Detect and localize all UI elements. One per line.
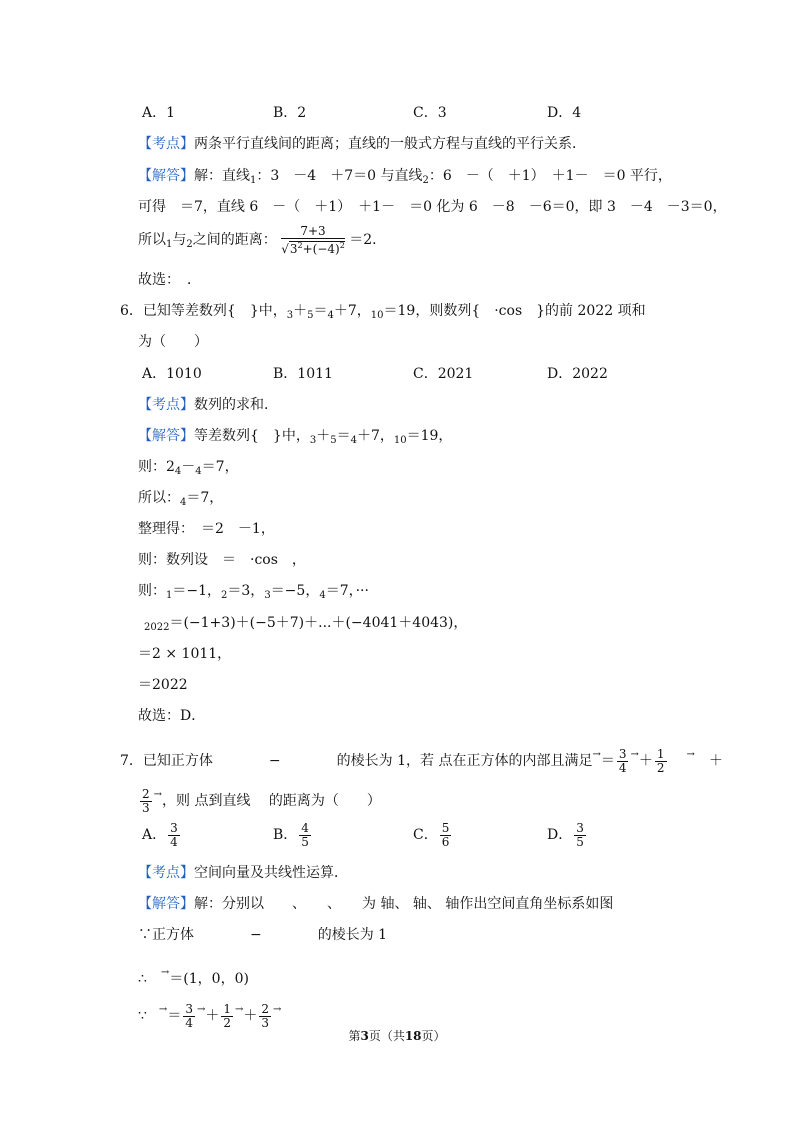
frac-den: 4 (618, 760, 627, 775)
frac-num: 3 (618, 746, 627, 761)
frac-num: 5 (441, 820, 450, 835)
jieda-tag: 【解答】 (138, 428, 194, 444)
q6-s1-e: ＝ (336, 428, 351, 444)
q6-solution-line6 (138, 582, 369, 605)
q6-s2-e: ＝7， (201, 459, 239, 475)
q6-s6-h: 4 (319, 590, 326, 601)
opt-letter: B． (273, 827, 298, 843)
q5-s3-a: 所以 (138, 232, 166, 248)
vector-arrow: → (234, 1004, 244, 1015)
kaodian-text: 两条平行直线间的距离；直线的一般式方程与直线的平行关系． (194, 136, 586, 152)
q6-stem-g: ＋7， (333, 303, 371, 319)
vector-arrow: → (630, 749, 639, 760)
vector-arrow: → (158, 1004, 168, 1015)
q7-solution-line3 (138, 960, 249, 992)
q7-plus: ＋ (708, 753, 723, 769)
q7-s4-a: ∵ (138, 1008, 147, 1024)
q6-s1-a: 等差数列{ }中， (194, 428, 310, 444)
q7-frac-1-2 (655, 748, 667, 775)
q7-solution-line4 (138, 995, 281, 1031)
q6-solution-line1 (138, 427, 452, 450)
q7-s3-a: ∴ (138, 971, 147, 987)
footer-c: 页） (421, 1029, 446, 1043)
frac-num: 4 (301, 820, 309, 835)
q7-s4-frac2 (221, 1003, 233, 1030)
distance-fraction (281, 224, 345, 256)
q6-option-d: D．2022 (547, 366, 608, 382)
frac-num: 1 (223, 1001, 231, 1016)
q5-solution-line3 (138, 222, 386, 263)
footer-a: 第 (348, 1029, 361, 1043)
frac-num: 3 (170, 820, 178, 835)
q6-solution-line7 (144, 614, 467, 637)
q7-stem-line2 (138, 780, 381, 816)
kaodian-tag: 【考点】 (138, 136, 194, 152)
q6-sub-10: 10 (370, 310, 384, 321)
frac-den: 3 (142, 800, 150, 815)
q5-s3-sub2: 2 (186, 239, 193, 250)
q6-sub-4: 4 (327, 310, 334, 321)
q6-s7-b: ＝(−1+3)＋(−5＋7)＋...＋(−4041＋4043)， (169, 615, 468, 631)
q7-eq: ＝ (600, 753, 615, 769)
q5-answer: 故选： ． (138, 272, 201, 288)
q6-kaodian (138, 396, 278, 414)
q5-option-a: A．1 (142, 105, 176, 121)
distance-denominator: $√3^2+(-4)^2$ (281, 241, 345, 256)
q6-sub-5: 5 (307, 310, 314, 321)
vector-arrow: → (160, 967, 170, 978)
q6-s6-a: 则： (138, 583, 166, 599)
opt-frac (440, 822, 452, 849)
q7-stem-line1 (120, 740, 723, 776)
opt-frac (574, 822, 586, 849)
page-number: 3 (360, 1029, 369, 1043)
vector-arrow: → (686, 749, 695, 760)
q7-stem-a: 7．已知正方体 − 的棱长为 1，若 点在正方体的内部且满足 (120, 753, 593, 769)
frac-den: 2 (223, 1015, 231, 1030)
kaodian-tag: 【考点】 (138, 397, 194, 413)
q6-s6-i: ＝7，··· (325, 583, 369, 599)
q6-s1-i: ＝19， (406, 428, 453, 444)
q7-option-a (142, 820, 182, 850)
q7-s4-frac3 (259, 1003, 271, 1030)
q6-s6-f: 3 (264, 590, 271, 601)
q6-solution-line3 (138, 489, 223, 512)
q6-sub-3: 3 (286, 310, 294, 321)
q6-stem-line2: 为（ ） (138, 334, 208, 350)
frac-den: 3 (261, 1015, 270, 1030)
q6-s6-e: ＝3， (227, 583, 265, 599)
q6-s2-a: 则：2 (138, 459, 175, 475)
q5-s3-sub1: 1 (166, 239, 173, 250)
q7-s4-plus: ＋ (243, 1008, 258, 1024)
q7-s3-b: ＝(1，0，0) (169, 971, 249, 987)
distance-numerator: 7+3 (281, 224, 345, 239)
frac-den: 4 (185, 1015, 193, 1030)
frac-den: 6 (441, 834, 450, 849)
q5-option-b: B．2 (273, 105, 307, 121)
q6-s3-c: ＝7， (186, 490, 224, 506)
q5-s1-c: ：6 －（ ＋1） ＋1－ ＝0 平行， (428, 168, 672, 184)
jieda-tag: 【解答】 (138, 168, 194, 184)
den-b: 2 (297, 241, 303, 250)
frac-den: 4 (170, 834, 178, 849)
q7-kaodian (138, 864, 348, 882)
frac-den: 5 (301, 834, 309, 849)
q7-solution-line1 (138, 895, 613, 913)
distance-result: ＝2． (349, 232, 387, 248)
q5-s1-b: ：3 －4 ＋7＝0 与直线 (256, 168, 423, 184)
q6-s6-d: 2 (221, 590, 228, 601)
frac-num: 3 (576, 820, 584, 835)
q5-s3-b: 与 (172, 232, 187, 248)
q6-stem-c: ＋ (293, 303, 308, 319)
q6-answer: 故选：D． (138, 708, 206, 724)
q7-s1: 解：分别以 、 、 为 轴、 轴、 轴作出空间直角坐标系如图 (194, 896, 614, 912)
opt-frac (299, 822, 311, 849)
q6-option-c: C．2021 (413, 366, 474, 382)
frac-den: 2 (656, 760, 665, 775)
opt-letter: C． (413, 827, 438, 843)
vector-arrow: → (273, 1004, 282, 1015)
den-c: +(−4) (302, 242, 340, 256)
q6-s3-b: 4 (180, 497, 187, 508)
den-d: 2 (339, 241, 345, 250)
q7-frac-3-4 (617, 748, 629, 775)
q6-s1-b: 3 (309, 435, 317, 446)
opt-letter: A． (142, 827, 167, 843)
q6-s1-f: 4 (350, 435, 357, 446)
q6-solution-line2 (138, 458, 239, 481)
q6-solution-line4: 整理得： ＝2 －1， (138, 521, 275, 537)
q7-plus: ＋ (638, 753, 653, 769)
q6-s3-a: 所以： (138, 490, 180, 506)
kaodian-text: 数列的求和． (194, 397, 278, 413)
q6-option-a: A．1010 (142, 366, 202, 382)
q7-option-b (273, 820, 313, 850)
q6-solution-line8: ＝2 × 1011， (138, 646, 232, 662)
kaodian-text: 空间向量及共线性运算． (194, 865, 348, 881)
q7-s4-eq: ＝ (167, 1008, 182, 1024)
q5-solution-line1 (138, 167, 672, 190)
q6-option-b: B．1011 (273, 366, 333, 382)
jieda-tag: 【解答】 (138, 896, 194, 912)
q6-s1-d: 5 (330, 435, 337, 446)
vector-arrow: → (592, 749, 601, 760)
q6-s1-h: 10 (393, 435, 407, 446)
vector-arrow: → (196, 1004, 206, 1015)
frac-num: 2 (142, 786, 150, 801)
q7-option-c (413, 820, 453, 850)
q6-stem-line1 (120, 302, 646, 325)
q6-stem-e: ＝ (313, 303, 328, 319)
page-footer (0, 1027, 794, 1044)
q6-s2-d: 4 (195, 466, 202, 477)
q6-s6-c: ＝−1， (172, 583, 222, 599)
q5-s1-a: 解：直线 (194, 168, 250, 184)
q7-solution-line2: ∵正方体 − 的棱长为 1 (138, 927, 388, 943)
frac-num: 3 (185, 1001, 193, 1016)
q5-kaodian (138, 135, 586, 153)
q6-s1-c: ＋ (316, 428, 331, 444)
q6-s2-c: － (181, 459, 196, 475)
q7-option-d (547, 820, 588, 850)
q6-s7-sub: 2022 (144, 622, 170, 633)
q5-s3-c: 之间的距离： (192, 232, 277, 248)
q6-stem-a: 6．已知等差数列{ }中， (120, 303, 287, 319)
footer-b: 页（共 (368, 1029, 405, 1043)
q5-s1-sub2: 2 (422, 175, 429, 186)
q6-solution-line9: ＝2022 (138, 677, 188, 693)
q6-s6-g: ＝−5， (270, 583, 320, 599)
frac-num: 1 (656, 746, 665, 761)
vector-arrow: → (153, 789, 163, 800)
q6-stem-i: ＝19，则数列{ ·cos }的前 2022 项和 (383, 303, 646, 319)
frac-num: 2 (261, 1001, 270, 1016)
den-a: 3 (289, 242, 298, 256)
q5-s1-sub1: 1 (250, 175, 257, 186)
q6-solution-line5: 则：数列设 ＝ ·cos ， (138, 552, 306, 568)
kaodian-tag: 【考点】 (138, 865, 194, 881)
q6-s6-b: 1 (166, 590, 173, 601)
q6-s1-g: ＋7， (356, 428, 394, 444)
q7-s4-plus: ＋ (205, 1008, 220, 1024)
q6-s2-b: 4 (174, 466, 182, 477)
q5-option-d: D．4 (547, 105, 582, 121)
q5-solution-line2: 可得 ＝7，直线 6 －（ ＋1） ＋1－ ＝0 化为 6 －8 －6＝0，即 3 －4 －3＝0， (138, 199, 727, 215)
frac-den: 5 (576, 834, 584, 849)
q7-frac-2-3 (140, 788, 152, 815)
q7-s4-frac1 (183, 1003, 195, 1030)
q5-option-c: C．3 (413, 105, 447, 121)
opt-letter: D． (547, 827, 573, 843)
page-total: 18 (404, 1029, 422, 1043)
q7-stem2: ，则 点到直线 的距离为（ ） (162, 793, 381, 809)
opt-frac (168, 822, 180, 849)
